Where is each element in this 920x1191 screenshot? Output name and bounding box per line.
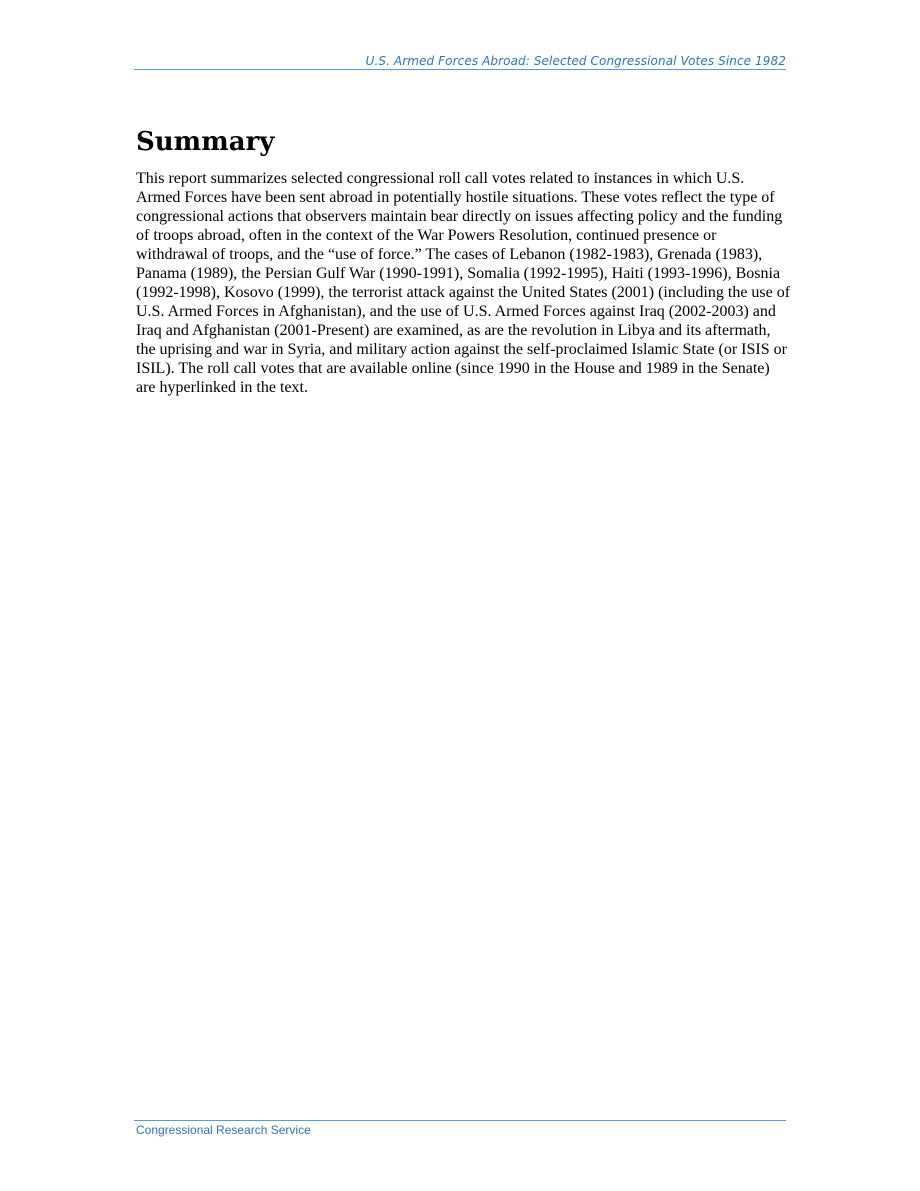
header-divider xyxy=(134,69,786,70)
running-header-title: U.S. Armed Forces Abroad: Selected Congressional Votes Since 1982 xyxy=(365,54,786,68)
footer-organization: Congressional Research Service xyxy=(136,1123,311,1137)
summary-paragraph: This report summarizes selected congressional roll call votes related to instances in which U.S. Armed Forces have been sent abroad in potentially hostile situations. These votes reflect the type of congressional actions that observers maintain bear directly on issues affecting policy and the funding of troops abroad, often in the context of the War Powers Resolution, continued presence or withdrawal of troops, and the “use of force.” The cases of Lebanon (1982-1983), Grenada (1983), Panama (1989), the Persian Gulf War (1990-1991), Somalia (1992-1995), Haiti (1993-1996), Bosnia (1992-1998), Kosovo (1999), the terrorist attack against the United States (2001) (including the use of U.S. Armed Forces in Afghanistan), and the use of U.S. Armed Forces against Iraq (2002-2003) and Iraq and Afghanistan (2001-Present) are examined, as are the revolution in Libya and its aftermath, the uprising and war in Syria, and military action against the self-proclaimed Islamic State (or ISIS or ISIL). The roll call votes that are available online (since 1990 in the House and 1989 in the Senate) are hyperlinked in the text. xyxy=(136,170,791,396)
summary-heading: Summary xyxy=(136,127,275,157)
footer-divider xyxy=(134,1120,786,1121)
